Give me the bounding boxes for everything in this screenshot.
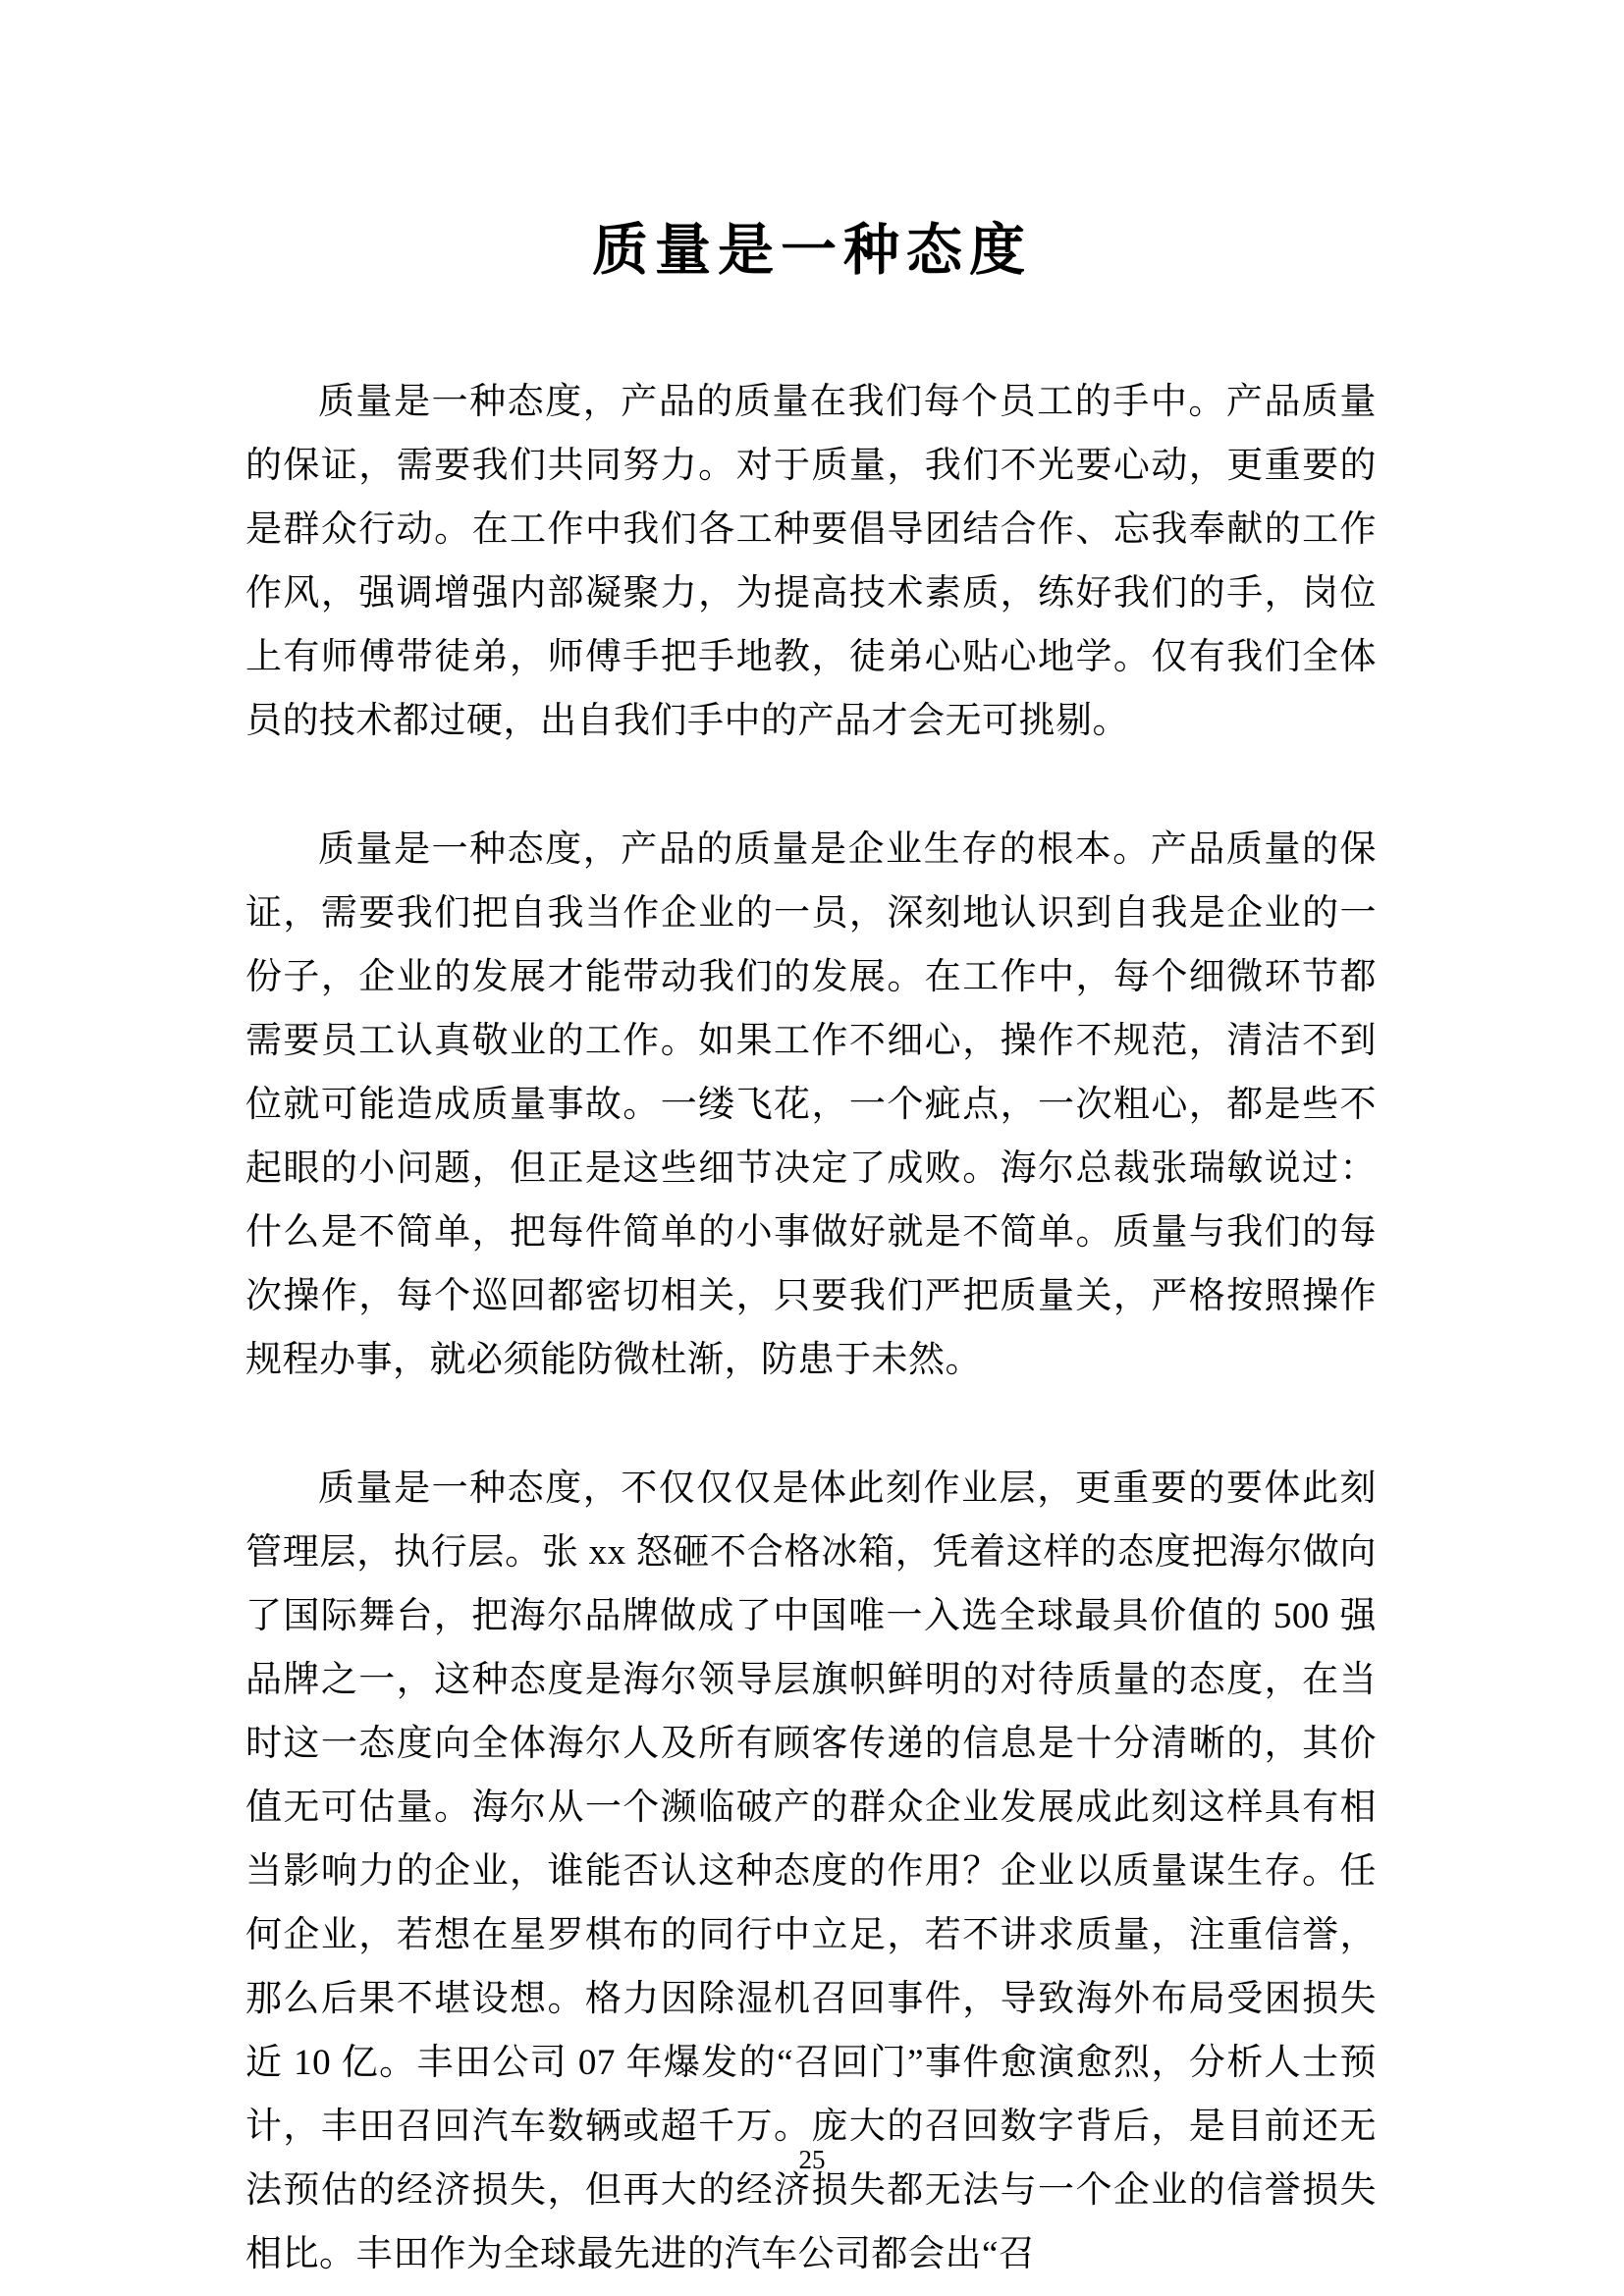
document-title: 质量是一种态度 xyxy=(592,220,1032,282)
page-number: 25 xyxy=(798,2145,826,2174)
paragraph-3: 质量是一种态度，不仅仅仅是体此刻作业层，更重要的要体此刻管理层，执行层。张 xx 怒砸不合格冰箱，凭着这样的态度把海尔做向了国际舞台，把海尔品牌做成了中国唯一入选全球最具价值的 500 强品牌之一，这种态度是海尔领导层旗帜鲜明的对待质量的态度，在当时这一态度向全体海尔人及所有顾客传递的信息是十分清晰的，其价值无可估量。海尔从一个濒临破产的群众企业发展成此刻这样具有相当影响力的企业，谁能否认这种态度的作用？企业以质量谋生存。任何企业，若想在星罗棋布的同行中立足，若不讲求质量，注重信誉，那么后果不堪设想。格力因除湿机召回事件，导致海外布局受困损失近 10 亿。丰田公司 07 年爆发的“召回门”事件愈演愈烈，分析人士预计，丰田召回汽车数辆或超千万。庞大的召回数字背后，是目前还无法预估的经济损失，但再大的经济损失都无法与一个企业的信誉损失相比。丰田作为全球最先进的汽车公司都会出“召 xyxy=(245,1468,1377,2274)
page-footer xyxy=(0,2147,1624,2173)
document-body xyxy=(0,370,1624,2286)
paragraph-2: 质量是一种态度，产品的质量是企业生存的根本。产品质量的保证，需要我们把自我当作企业的一员，深刻地认识到自我是企业的一份子，企业的发展才能带动我们的发展。在工作中，每个细微环节都需要员工认真敬业的工作。如果工作不细心，操作不规范，清洁不到位就可能造成质量事故。一缕飞花，一个疵点，一次粗心，都是些不起眼的小问题，但正是这些细节决定了成败。海尔总裁张瑞敏说过：什么是不简单，把每件简单的小事做好就是不简单。质量与我们的每次操作，每个巡回都密切相关，只要我们严把质量关，严格按照操作规程办事，就必须能防微杜渐，防患于未然。 xyxy=(245,829,1377,1380)
paragraph-1: 质量是一种态度，产品的质量在我们每个员工的手中。产品质量的保证，需要我们共同努力。对于质量，我们不光要心动，更重要的是群众行动。在工作中我们各工种要倡导团结合作、忘我奉献的工作作风，强调增强内部凝聚力，为提高技术素质，练好我们的手，岗位上有师傅带徒弟，师傅手把手地教，徒弟心贴心地学。仅有我们全体员的技术都过硬，出自我们手中的产品才会无可挑剔。 xyxy=(245,382,1377,741)
